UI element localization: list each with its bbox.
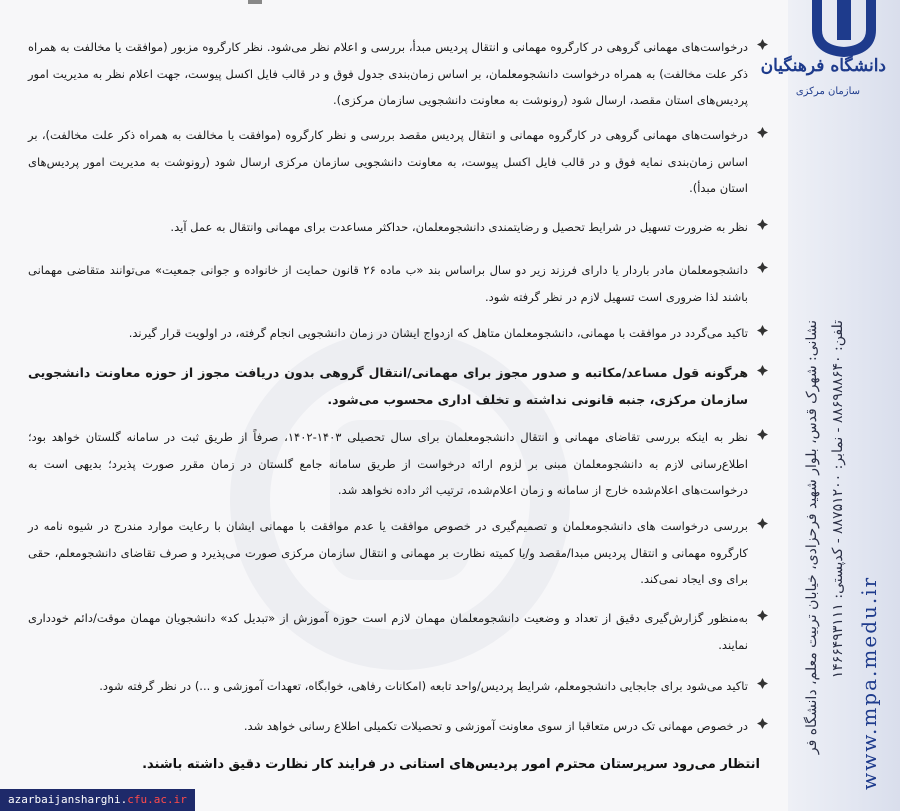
diamond-bullet-icon — [757, 718, 768, 729]
sidebar-phone: تلفن: ۸۸۶۹۸۸۶۴۰ - نمابر: ۸۸۷۵۱۲۰۰ - کدپستی: ۱۴۶۶۴۹۳۱۱۱ — [830, 320, 846, 679]
source-watermark-tag — [0, 789, 195, 811]
item-text: درخواست‌های مهمانی گروهی در کارگروه مهمانی و انتقال پردیس مقصد بررسی و نظر کارگروه (موافقت یا مخالفت به همراه ذکر علت مخالفت)، بر اساس زمان‌بندی نمایه فوق و در قالب فایل اکسل پیوست، به معاونت دانشجویی سازمان مرکزی ارسال شود (رونوشت به مدیریت امور پردیس‌های استان مبدأ). — [28, 128, 748, 195]
diamond-bullet-icon — [757, 678, 768, 689]
list-item — [28, 257, 768, 310]
diamond-bullet-icon — [757, 518, 768, 529]
sidebar-address: نشانی: شهرک قدس، بلوار شهید فرحزادی، خیابان تربیت معلم، دانشگاه فر — [804, 320, 820, 755]
diamond-bullet-icon — [757, 325, 768, 336]
diamond-bullet-icon — [757, 39, 768, 50]
org-unit: سازمان مرکزی — [795, 86, 860, 97]
list-item — [28, 214, 768, 241]
list-item — [28, 34, 768, 114]
diamond-bullet-icon — [757, 610, 768, 621]
item-text: تاکید می‌شود برای جابجایی دانشجومعلم، شرایط پردیس/واحد تابعه (امکانات رفاهی، خوابگاه، تعهدات آموزشی و ...) در نظر گرفته شود. — [99, 679, 748, 693]
list-item — [28, 424, 768, 504]
source-prefix: azarbaijansharghi. — [8, 793, 128, 806]
top-cut-mark — [248, 0, 262, 4]
list-item — [28, 673, 768, 700]
list-item — [28, 320, 768, 347]
closing-note: انتظار می‌رود سرپرستان محترم امور پردیس‌های استانی در فرایند کار نظارت دقیق داشته باشند. — [142, 757, 760, 772]
diamond-bullet-icon — [757, 429, 768, 440]
list-item-bold — [28, 360, 768, 413]
diamond-bullet-icon — [757, 262, 768, 273]
list-item — [28, 605, 768, 658]
sidebar-website: www.mpa.medu.ir — [857, 575, 881, 790]
item-text: تاکید می‌گردد در موافقت با مهمانی، دانشجومعلمان متاهل که ازدواج ایشان در زمان دانشجویی انجام گرفته، در اولویت قرار گیرند. — [128, 326, 748, 340]
item-text: بررسی درخواست‌ های دانشجومعلمان و تصمیم‌گیری در خصوص موافقت یا عدم موافقت با مهمانی ایشان با رعایت موارد مندرج در شیوه نامه در کارگروه مهمانی و انتقال پردیس مبدا/مقصد و/یا کمیته نظارت بر مهمانی و انتقال سازمان مرکزی صورت می‌پذیرد و صرف تقاضای دانشجومعلم، حقی برای وی ایجاد نمی‌کند. — [28, 519, 748, 586]
list-item — [28, 513, 768, 593]
diamond-bullet-icon — [757, 219, 768, 230]
item-text: نظر به ضرورت تسهیل در شرایط تحصیل و رضایتمندی دانشجومعلمان، حداکثر مساعدت برای مهمانی وانتقال به عمل آید. — [170, 220, 748, 234]
diamond-bullet-icon — [757, 127, 768, 138]
source-accent: cfu.ac.ir — [127, 793, 187, 806]
item-text: درخواست‌های مهمانی گروهی در کارگروه مهمانی و انتقال پردیس مبدأ، بررسی و اعلام نظر می‌شود. نظر کارگروه مزبور (موافقت یا مخالفت به همراه ذکر علت مخالفت) به همراه درخواست دانشجومعلمان، بر اساس زمان‌بندی جدول فوق و در قالب فایل اکسل پیوست، جهت اعلام نظر به مدیریت امور پردیس‌های استان مقصد، ارسال شود (رونوشت به معاونت دانشجویی سازمان مرکزی). — [28, 40, 748, 107]
item-text: به‌منظور گزارش‌گیری دقیق از تعداد و وضعیت دانشجومعلمان مهمان لازم است حوزه آموزش از «تبدیل کد» دانشجویان مهمان موقت/دائم خودداری نمایند. — [28, 611, 748, 652]
item-text: دانشجومعلمان مادر باردار یا دارای فرزند زیر دو سال براساس بند «ب ماده ۲۶ قانون حمایت از خانواده و جوانی جمعیت» می‌توانند متقاضی مهمانی باشند لذا ضروری است تسهیل لازم در نظر گرفته شود. — [28, 263, 748, 304]
item-text: هرگونه قول مساعد/مکاتبه و صدور مجوز برای مهمانی/انتقال گروهی بدون دریافت مجوز از حوزه معاونت دانشجویی سازمان مرکزی، جنبه قانونی نداشته و تخلف اداری محسوب می‌شود. — [28, 365, 748, 407]
list-item — [28, 122, 768, 202]
item-text: در خصوص مهمانی تک درس متعاقبا از سوی معاونت آموزشی و تحصیلات تکمیلی اطلاع رسانی خواهد شد. — [243, 719, 748, 733]
item-text: نظر به اینکه بررسی تقاضای مهمانی و انتقال دانشجومعلمان برای سال تحصیلی ۱۴۰۳-۱۴۰۲، صرفاً از طریق ثبت در سامانه گلستان خواهد بود؛ اطلاع‌رسانی لازم به دانشجومعلمان مبنی بر لزوم ارائه درخواست از طریق سامانه جامع گلستان در زمان مقرر صورت پذیرد؛ بدیهی است به درخواست‌های اعلام‌شده خارج از سامانه و زمان اعلام‌شده، ترتیب اثر داده نخواهد شد. — [28, 430, 749, 497]
university-name: دانشگاه فرهنگیان — [760, 56, 886, 76]
diamond-bullet-icon — [757, 365, 768, 376]
list-item — [28, 713, 768, 740]
